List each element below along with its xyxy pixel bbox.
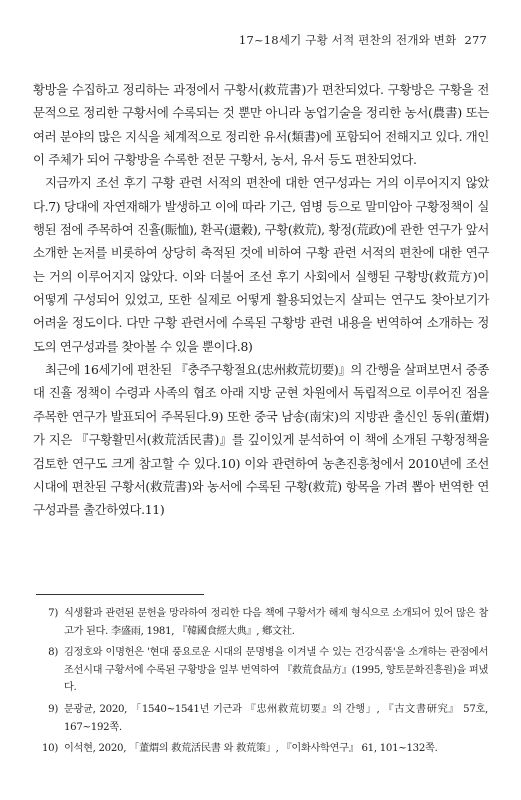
footnote-text: 이석현, 2020, 「董煟의 救荒活民書 와 救荒策」, 『이화사학연구』 61, 101~132쪽.	[64, 743, 438, 755]
footnote	[36, 644, 488, 697]
footnote-text: 식생활과 관련된 문헌을 망라하여 정리한 다음 책에 구황서가 해제 형식으로 소개되어 있어 많은 참고가 된다. 李盛雨, 1981, 『韓國食經大典』, 鄕文社.	[64, 608, 488, 637]
footnote-divider	[36, 594, 204, 595]
footnote	[36, 701, 488, 736]
running-header	[239, 32, 487, 48]
footnote-text: 김정호와 이명헌은 '현대 풍요로운 시대의 문명병을 이겨낼 수 있는 건강식품'을 소개하는 관점에서 조선시대 구황서에 수록된 구황방을 일부 번역하여 『救荒食品方』(1995, 향토문화진흥원)을 펴냈다.	[64, 647, 488, 694]
page-number: 277	[464, 33, 487, 47]
paragraph: 최근에 16세기에 편찬된 『충주구황절요(忠州救荒切要)』의 간행을 살펴보면서 중종대 진휼 정책이 수령과 사족의 협조 아래 지방 군현 차원에서 독립적으로 이루어진 점을 주목한 연구가 발표되어 주목된다.9) 또한 중국 남송(南宋)의 지방관 출신인 동위(董煟)가 지은 『구황활민서(救荒活民書)』를 깊이있게 분석하여 이 책에 소개된 구황정책을 검토한 연구도 크게 참고할 수 있다.10) 이와 관련하여 농촌진흥청에서 2010년에 조선시대에 편찬된 구황서(救荒書)와 농서에 수록된 구황(救荒) 항목을 가려 뽑아 번역한 연구성과를 출간하였다.11)	[33, 362, 489, 518]
footnotes	[36, 605, 488, 762]
footnote	[36, 740, 488, 758]
footnote-number: 9)	[48, 703, 58, 715]
main-text	[33, 78, 489, 522]
footnote	[36, 605, 488, 640]
footnote-number: 7)	[48, 608, 58, 619]
paragraph: 황방을 수집하고 정리하는 과정에서 구황서(救荒書)가 편찬되었다. 구황방은 구황을 전문적으로 정리한 구황서에 수록되는 것 뿐만 아니라 농업기술을 정리한 농서(農書) 또는 여러 분야의 많은 지식을 체계적으로 정리한 유서(類書)에 포함되어 전해지고 있다. 개인이 주체가 되어 구황방을 수록한 전문 구황서, 농서, 유서 등도 편찬되었다.	[33, 82, 489, 168]
footnote-number: 10)	[41, 743, 58, 755]
footnote-text: 문광균, 2020, 「1540~1541년 기근과 『忠州救荒切要』의 간행」, 『古文書研究』 57호, 167~192쪽.	[64, 703, 488, 733]
footnote-number: 8)	[48, 647, 58, 659]
running-title: 17~18세기 구황 서적 편찬의 전개와 변화	[238, 33, 457, 47]
paragraph: 지금까지 조선 후기 구황 관련 서적의 편찬에 대한 연구성과는 거의 이루어지지 않았다.7) 당대에 자연재해가 발생하고 이에 따라 기근, 염병 등으로 말미암아 구황정책이 실행된 점에 주목하여 진휼(賑恤), 환곡(還穀), 구황(救荒), 황정(荒政)에 관한 연구가 앞서 소개한 논저를 비롯하여 상당히 축적된 것에 비하여 구황 관련 서적의 편찬에 대한 연구는 거의 이루어지지 않았다. 이와 더불어 조선 후기 사회에서 실행된 구황방(救荒方)이 어떻게 구성되어 있었고, 또한 실제로 어떻게 활용되었는지 살피는 연구도 찾아보기가 어려울 정도이다. 다만 구황 관련서에 수록된 구황방 관련 내용을 번역하여 소개하는 정도의 연구성과를 찾아볼 수 있을 뿐이다.8)	[33, 175, 489, 354]
